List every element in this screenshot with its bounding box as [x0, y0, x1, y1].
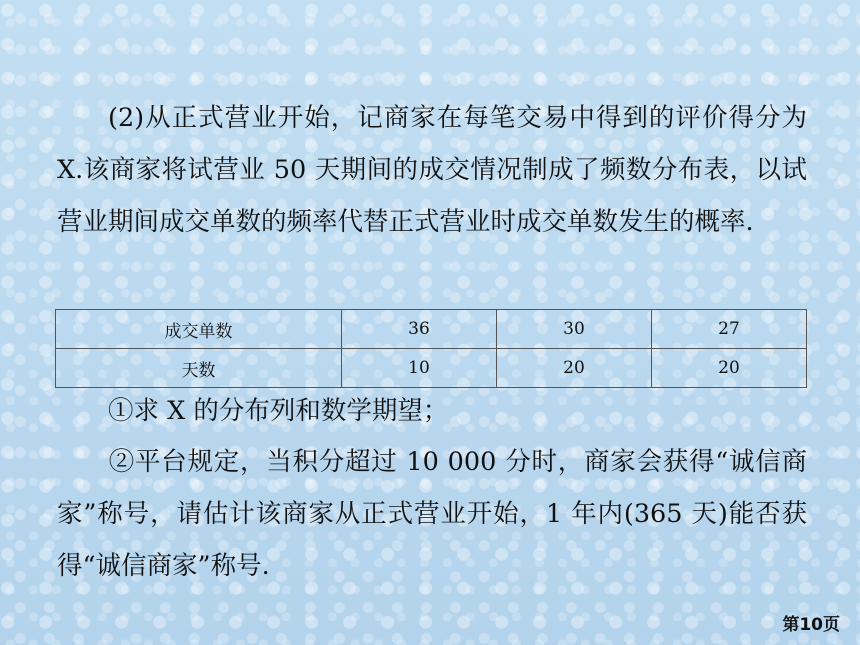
question-1-text: ①求 X 的分布列和数学期望；: [108, 396, 449, 426]
question-2: [57, 436, 807, 592]
table-cell: 30: [497, 310, 652, 349]
question-2-text: ②平台规定，当积分超过 10 000 分时，商家会获得“诚信商家”称号，请估计该商家从正式营业开始，1 年内(365 天)能否获得“诚信商家”称号.: [57, 447, 807, 581]
problem-paragraph: [57, 92, 807, 248]
problem-text: (2)从正式营业开始，记商家在每笔交易中得到的评价得分为X.该商家将试营业 50 天期间的成交情况制成了频数分布表，以试营业期间成交单数的频率代替正式营业时成交单数发生的概率.: [57, 103, 807, 237]
page-number: 第10页: [782, 615, 840, 635]
table-row: [56, 349, 807, 388]
table-row: [56, 310, 807, 349]
frequency-table: [55, 309, 807, 388]
table-cell: 27: [652, 310, 807, 349]
table-cell: 36: [342, 310, 497, 349]
table-cell: 10: [342, 349, 497, 388]
table-cell: 成交单数: [56, 310, 342, 349]
question-1: [57, 385, 807, 437]
table-cell: 天数: [56, 349, 342, 388]
table-cell: 20: [652, 349, 807, 388]
table-cell: 20: [497, 349, 652, 388]
